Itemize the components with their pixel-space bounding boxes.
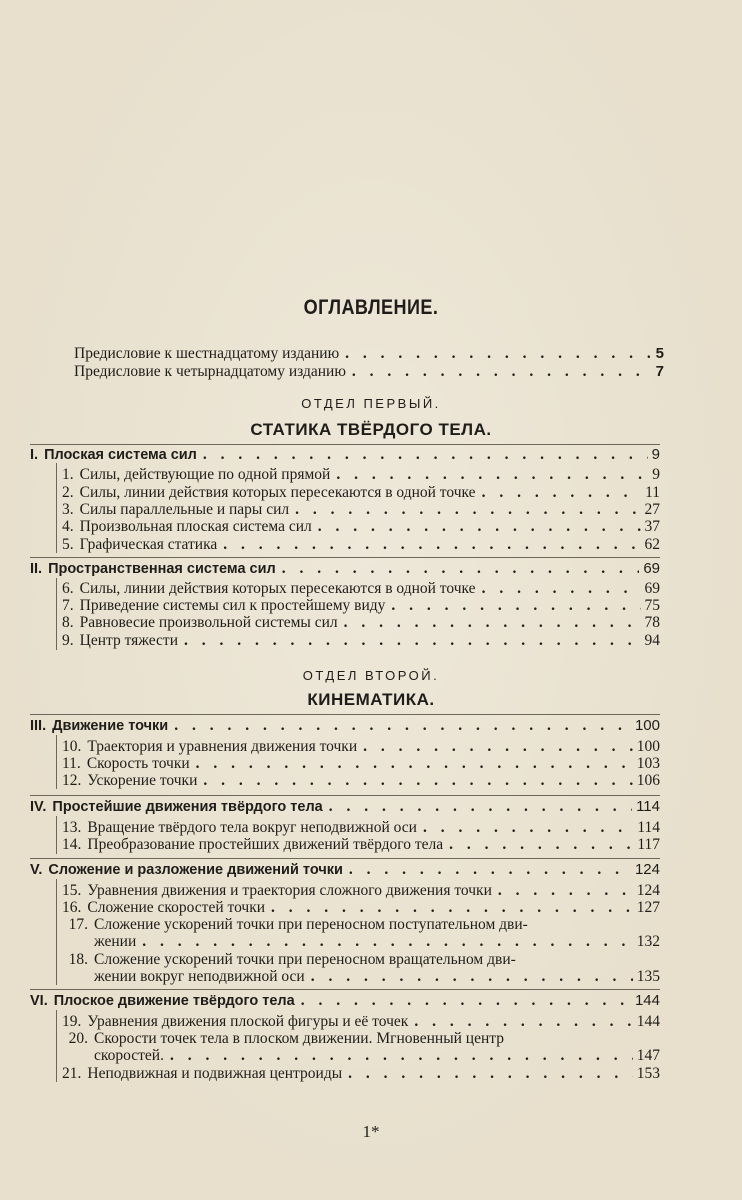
leader-dots	[295, 501, 640, 518]
toc-page-number: 144	[636, 1013, 660, 1030]
section-number: 19.	[62, 1013, 82, 1030]
section-number: 17.	[68, 916, 88, 933]
leader-dots	[336, 466, 648, 483]
leader-dots	[301, 992, 631, 1009]
leader-dots	[391, 597, 640, 614]
section-title: Вращение твёрдого тела вокруг неподвижной оси	[87, 819, 417, 836]
chapter-title: Простейшие движения твёрдого тела	[52, 799, 323, 815]
toc-section-entry-continued[interactable]	[94, 968, 660, 985]
section-title: Силы, линии действия которых пересекаются в одной точке	[79, 484, 476, 501]
toc-chapter-entry[interactable]	[30, 861, 660, 879]
toc-page-number: 100	[634, 717, 660, 734]
toc-section-entry[interactable]	[62, 836, 660, 853]
part-title: КИНЕМАТИКА.	[307, 690, 435, 709]
section-title: Приведение системы сил к простейшему виду	[79, 597, 386, 614]
toc-section-entry[interactable]	[62, 772, 660, 789]
section-number: 20.	[68, 1030, 88, 1047]
toc-section-entry-continued[interactable]	[94, 1047, 660, 1064]
leader-dots	[223, 536, 640, 553]
toc-section-entry-continued[interactable]	[94, 933, 660, 950]
toc-page-number: 132	[636, 933, 660, 950]
chapter-title: Движение точки	[52, 718, 169, 734]
section-bracket	[56, 1010, 57, 1082]
section-title: Сложение ускорений точки при переносном вращательном дви-	[94, 951, 516, 968]
toc-page-number: 124	[636, 882, 660, 899]
toc-section-entry[interactable]	[62, 819, 660, 836]
section-title: Скорости точек тела в плоском движении. Мгновенный центр	[94, 1030, 504, 1047]
section-title-continued: жении	[94, 933, 137, 950]
toc-section-entry[interactable]	[62, 501, 660, 518]
leader-dots	[196, 755, 633, 772]
signature-mark: 1*	[362, 1122, 380, 1141]
chapter-title: Пространственная система сил	[48, 561, 276, 577]
section-title: Силы параллельные и пары сил	[79, 501, 290, 518]
toc-preface-entry[interactable]	[74, 345, 664, 362]
toc-page-number: 144	[634, 992, 660, 1009]
section-number: 21.	[62, 1065, 82, 1082]
leader-dots	[282, 560, 640, 577]
leader-dots	[142, 933, 632, 950]
toc-page-number: 147	[636, 1047, 660, 1064]
divider	[30, 557, 660, 558]
section-number: 15.	[62, 882, 82, 899]
toc-section-entry[interactable]	[62, 632, 660, 649]
toc-section-entry[interactable]	[62, 597, 660, 614]
toc-page-number: 69	[644, 580, 660, 597]
toc-page-number: 5	[655, 345, 664, 362]
section-title: Силы, действующие по одной прямой	[79, 466, 331, 483]
leader-dots	[318, 518, 641, 535]
section-title-continued: жении вокруг неподвижной оси	[94, 968, 305, 985]
section-number: 7.	[62, 597, 74, 614]
toc-chapter-entry[interactable]	[30, 560, 660, 578]
toc-page-number: 114	[636, 798, 660, 815]
section-number: 13.	[62, 819, 82, 836]
chapter-number: VI.	[30, 993, 48, 1009]
leader-dots	[449, 836, 633, 853]
leader-dots	[311, 968, 633, 985]
toc-page-number: 153	[636, 1065, 660, 1082]
section-title: Центр тяжести	[79, 632, 178, 649]
leader-dots	[344, 614, 641, 631]
toc-preface-entry[interactable]	[74, 363, 664, 380]
toc-section-entry[interactable]	[62, 899, 660, 916]
section-title: Траектория и уравнения движения точки	[87, 738, 358, 755]
section-number: 1.	[62, 466, 74, 483]
toc-chapter-entry[interactable]	[30, 992, 660, 1010]
toc-section-entry[interactable]	[62, 738, 660, 755]
section-number: 6.	[62, 580, 74, 597]
toc-section-entry[interactable]	[62, 951, 660, 968]
leader-dots	[184, 632, 641, 649]
toc-section-entry[interactable]	[62, 882, 660, 899]
section-title: Уравнения движения и траектория сложного движения точки	[87, 882, 492, 899]
section-title: Силы, линии действия которых пересекаются в одной точке	[79, 580, 476, 597]
section-title: Неподвижная и подвижная центроиды	[87, 1065, 343, 1082]
toc-page-number: 62	[644, 536, 660, 553]
leader-dots	[482, 484, 642, 501]
chapter-number: II.	[30, 561, 43, 577]
toc-section-entry[interactable]	[62, 755, 660, 772]
section-number: 10.	[62, 738, 82, 755]
section-number: 4.	[62, 518, 74, 535]
section-title: Сложение скоростей точки	[87, 899, 266, 916]
section-bracket	[56, 816, 57, 854]
toc-chapter-entry[interactable]	[30, 717, 660, 735]
leader-dots	[498, 882, 633, 899]
toc-page-number: 7	[655, 363, 664, 380]
part-label: ОТДЕЛ ПЕРВЫЙ.	[301, 396, 441, 411]
part-title: СТАТИКА ТВЁРДОГО ТЕЛА.	[250, 420, 492, 439]
toc-page-number: 27	[644, 501, 660, 518]
divider	[30, 714, 660, 715]
toc-page-number: 78	[644, 614, 660, 631]
chapter-number: V.	[30, 862, 43, 878]
toc-page-number: 135	[636, 968, 660, 985]
section-title: Скорость точки	[86, 755, 190, 772]
leader-dots	[349, 861, 631, 878]
toc-section-entry[interactable]	[62, 916, 660, 933]
divider	[30, 989, 660, 990]
section-number: 2.	[62, 484, 74, 501]
toc-section-entry[interactable]	[62, 580, 660, 597]
leader-dots	[482, 580, 641, 597]
chapter-title: Сложение и разложение движений точки	[48, 862, 343, 878]
divider	[30, 795, 660, 796]
section-title: Ускорение точки	[87, 772, 198, 789]
toc-page-number: 69	[643, 560, 660, 577]
leader-dots	[170, 1047, 633, 1064]
toc-page-number: 9	[652, 466, 660, 483]
leader-dots	[423, 819, 633, 836]
section-number: 3.	[62, 501, 74, 518]
section-title: Произвольная плоская система сил	[79, 518, 312, 535]
toc-section-entry[interactable]	[62, 536, 660, 553]
toc-section-entry[interactable]	[62, 1065, 660, 1082]
leader-dots	[348, 1065, 633, 1082]
leader-dots	[174, 717, 631, 734]
leader-dots	[329, 798, 632, 815]
toc-page-number: 100	[636, 738, 660, 755]
chapter-number: III.	[30, 718, 47, 734]
toc-section-entry[interactable]	[62, 1013, 660, 1030]
toc-chapter-entry[interactable]	[30, 446, 660, 464]
toc-page-number: 75	[644, 597, 660, 614]
page-title: ОГЛАВЛЕНИЕ.	[303, 296, 439, 319]
toc-page-number: 127	[636, 899, 660, 916]
chapter-number: IV.	[30, 799, 47, 815]
leader-dots	[363, 738, 633, 755]
toc-page-number: 11	[645, 484, 660, 501]
toc-page-number: 103	[636, 755, 660, 772]
chapter-number: I.	[30, 447, 39, 463]
toc-section-entry[interactable]	[62, 1030, 660, 1047]
section-title: Сложение ускорений точки при переносном поступательном дви-	[94, 916, 528, 933]
toc-page-number: 37	[644, 518, 660, 535]
section-number: 14.	[62, 836, 82, 853]
section-title: Графическая статика	[79, 536, 218, 553]
section-number: 16.	[62, 899, 82, 916]
section-bracket	[56, 578, 57, 650]
toc-page-number: 94	[644, 632, 660, 649]
section-title: Преобразование простейших движений твёрдого тела	[87, 836, 444, 853]
section-number: 8.	[62, 614, 74, 631]
toc-section-entry[interactable]	[62, 614, 660, 631]
toc-page-number: 124	[634, 861, 660, 878]
section-bracket	[56, 735, 57, 789]
section-bracket	[56, 463, 57, 553]
chapter-title: Плоское движение твёрдого тела	[53, 993, 295, 1009]
section-title: Равновесие произвольной системы сил	[79, 614, 338, 631]
toc-page-number: 117	[637, 836, 660, 853]
section-number: 5.	[62, 536, 74, 553]
leader-dots	[271, 899, 633, 916]
divider	[30, 858, 660, 859]
leader-dots	[414, 1013, 632, 1030]
toc-section-entry[interactable]	[62, 466, 660, 483]
toc-page-number: 106	[636, 772, 660, 789]
leader-dots	[203, 446, 648, 463]
section-title: Уравнения движения плоской фигуры и её точек	[87, 1013, 409, 1030]
chapter-title: Плоская система сил	[44, 447, 197, 463]
divider	[30, 444, 660, 445]
section-number: 11.	[62, 755, 81, 772]
leader-dots	[352, 363, 652, 380]
toc-entry-text: Предисловие к четырнадцатому изданию	[74, 363, 346, 380]
section-title-continued: скоростей.	[94, 1047, 164, 1064]
toc-entry-text: Предисловие к шестнадцатому изданию	[74, 345, 340, 362]
toc-section-entry[interactable]	[62, 484, 660, 501]
leader-dots	[345, 345, 651, 362]
part-label: ОТДЕЛ ВТОРОЙ.	[302, 668, 440, 683]
section-number: 18.	[68, 951, 88, 968]
section-bracket	[56, 879, 57, 985]
leader-dots	[203, 772, 632, 789]
toc-page-number: 9	[651, 446, 660, 463]
toc-chapter-entry[interactable]	[30, 798, 660, 816]
toc-section-entry[interactable]	[62, 518, 660, 535]
toc-page-number: 114	[637, 819, 660, 836]
section-number: 12.	[62, 772, 82, 789]
section-number: 9.	[62, 632, 74, 649]
